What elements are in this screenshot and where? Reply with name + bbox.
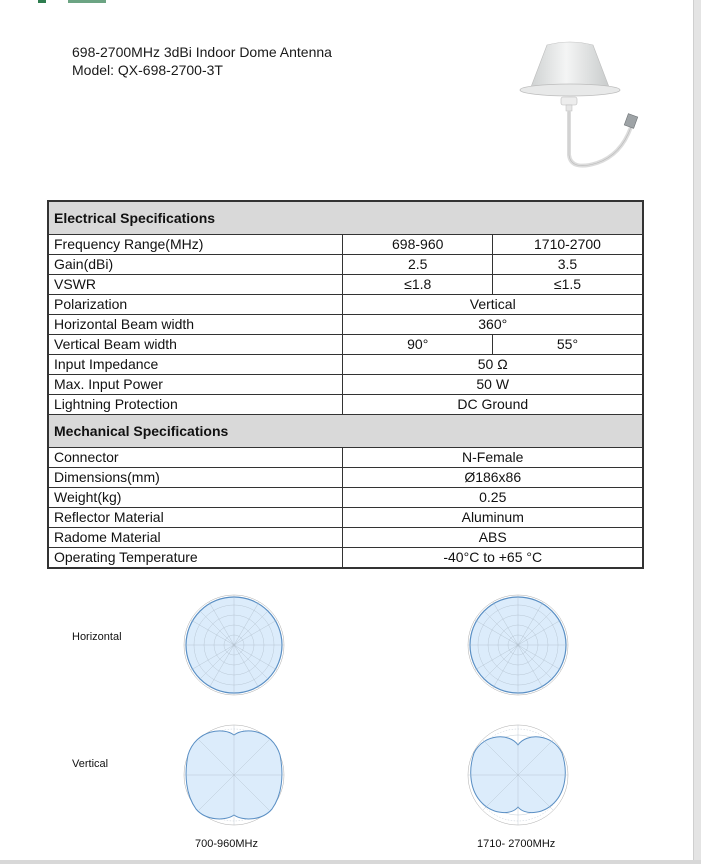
high-band-label: 1710- 2700MHz — [477, 838, 556, 850]
vertical-pattern-low-chart — [182, 723, 286, 827]
table-row: Reflector Material Aluminum — [48, 508, 643, 528]
page-bottom-edge — [0, 860, 701, 864]
table-row: Vertical Beam width 90° 55° — [48, 335, 643, 355]
vertical-pattern-label: Vertical — [72, 758, 109, 770]
electrical-specs-header: Electrical Specifications — [48, 201, 643, 235]
mechanical-specs-header: Mechanical Specifications — [48, 415, 643, 448]
dome-antenna-image — [505, 35, 645, 170]
table-row: Operating Temperature -40°C to +65 °C — [48, 548, 643, 569]
table-row: Connector N-Female — [48, 448, 643, 468]
brand-logo-text — [68, 0, 106, 3]
viewer-scroll-gutter — [693, 0, 701, 864]
horizontal-pattern-low-chart — [182, 593, 286, 697]
vertical-pattern-high-chart — [466, 723, 570, 827]
table-row: VSWR ≤1.8 ≤1.5 — [48, 275, 643, 295]
specifications-table — [47, 200, 644, 569]
product-model: Model: QX-698-2700-3T — [72, 62, 223, 78]
table-row: Frequency Range(MHz) 698-960 1710-2700 — [48, 235, 643, 255]
table-row: Polarization Vertical — [48, 295, 643, 315]
table-row: Weight(kg) 0.25 — [48, 488, 643, 508]
low-band-label: 700-960MHz — [195, 838, 258, 850]
table-row: Horizontal Beam width 360° — [48, 315, 643, 335]
horizontal-pattern-label: Horizontal — [72, 631, 122, 643]
product-title: 698-2700MHz 3dBi Indoor Dome Antenna — [72, 44, 332, 60]
table-row: Dimensions(mm) Ø186x86 — [48, 468, 643, 488]
table-row: Lightning Protection DC Ground — [48, 395, 643, 415]
horizontal-pattern-high-chart — [466, 593, 570, 697]
table-row: Gain(dBi) 2.5 3.5 — [48, 255, 643, 275]
table-row: Input Impedance 50 Ω — [48, 355, 643, 375]
table-row: Max. Input Power 50 W — [48, 375, 643, 395]
brand-logo-icon — [38, 0, 46, 3]
product-header — [72, 43, 332, 79]
table-row: Radome Material ABS — [48, 528, 643, 548]
